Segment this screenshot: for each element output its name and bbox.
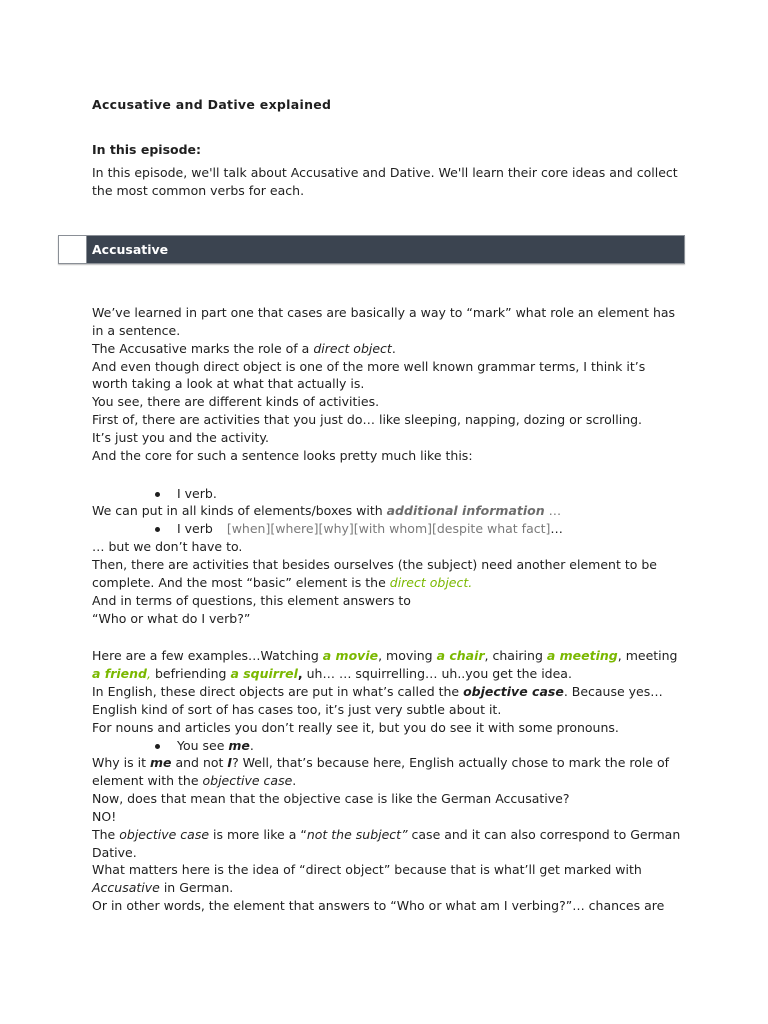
paragraph: You see, there are different kinds of activities. — [92, 394, 380, 410]
bullet-item: I verb. — [92, 485, 682, 503]
bullet-item: I verb [when][where][why][with whom][despite what fact]… — [92, 520, 682, 538]
paragraph: Or in other words, the element that answers to “Who or what am I verbing?”… chances are — [92, 898, 665, 914]
section-header-accusative — [58, 235, 685, 264]
paragraph: “Who or what do I verb?” — [92, 610, 251, 626]
paragraph: The Accusative marks the role of a direct object. — [92, 340, 396, 356]
paragraph: Then, there are activities that besides ourselves (the subject) need another element to be complete. And the most “basic” element is the direct object. — [92, 556, 657, 590]
paragraph: First of, there are activities that you just do… like sleeping, napping, dozing or scrolling. — [92, 412, 643, 428]
paragraph: Here are a few examples…Watching a movie, moving a chair, chairing a meeting, meeting a friend, befriending a squirrel, uh… … squirrelling… uh..you get the idea. — [92, 648, 678, 682]
paragraph: The objective case is more like a “not the subject” case and it can also correspond to German Dative. — [92, 826, 681, 860]
paragraph: For nouns and articles you don’t really see it, but you do see it with some pronouns. — [92, 719, 619, 735]
paragraph: Why is it me and not I? Well, that’s because here, English actually chose to mark the role of element with the objective case. — [92, 755, 670, 789]
bullet-item: You see me. — [92, 737, 682, 755]
document-title: Accusative and Dative explained — [92, 97, 332, 112]
paragraph: What matters here is the idea of “direct object” because that is what’ll get marked with Accusative in German. — [92, 862, 642, 896]
intro-text: In this episode, we'll talk about Accusative and Dative. We'll learn their core ideas and collect the most common verbs for each. — [92, 165, 678, 198]
intro-heading: In this episode: — [92, 142, 202, 157]
paragraph: It’s just you and the activity. — [92, 429, 270, 445]
paragraph: In English, these direct objects are put in what’s called the objective case. Because yes… English kind of sort of has cases too, it’s just very subtle about it. — [92, 684, 663, 717]
paragraph: We can put in all kinds of elements/boxes with additional information … — [92, 503, 562, 519]
paragraph: … but we don’t have to. — [92, 539, 243, 555]
paragraph: And even though direct object is one of the more well known grammar terms, I think it’s worth taking a look at what that actually is. — [92, 358, 646, 392]
paragraph: And in terms of questions, this element answers to — [92, 592, 411, 608]
paragraph: Now, does that mean that the objective case is like the German Accusative? — [92, 791, 570, 807]
paragraph: We’ve learned in part one that cases are basically a way to “mark” what role an element has in a sentence. — [92, 305, 676, 338]
paragraph: NO! — [92, 808, 117, 824]
body-text — [92, 304, 682, 915]
section-title: Accusative — [92, 242, 169, 257]
paragraph: And the core for such a sentence looks pretty much like this: — [92, 447, 473, 463]
section-tab-marker — [59, 236, 87, 263]
